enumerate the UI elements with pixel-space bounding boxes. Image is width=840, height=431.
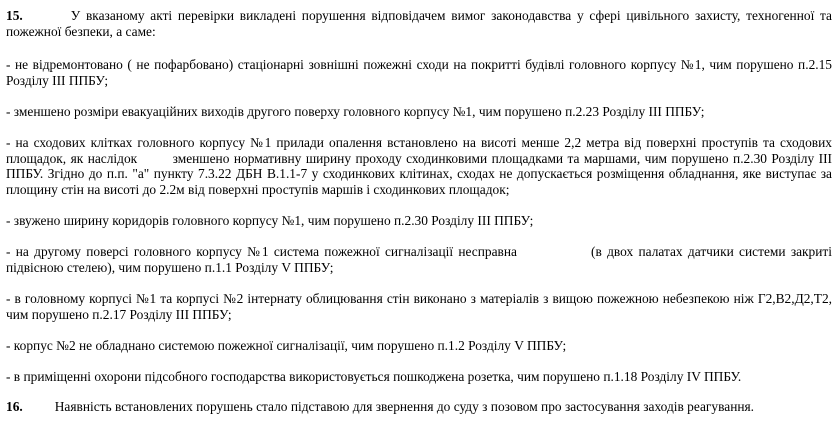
section-15-text: У вказаному акті перевірки викладені порушення відповідачем вимог законодавства у сфері цивільного захисту, техногенної та пожежної безпеки, а саме: [6, 8, 836, 39]
section-15-number: 15. [6, 8, 23, 23]
section-15-paragraph [6, 8, 836, 39]
violation-item: - на сходових клітках головного корпусу №1 прилади опалення встановлено на висоті менше 2,2 метра від поверхні проступів та сходових площадок, як наслідок зменшено нормативну ширину проходу сходинковими площадками та маршами, чим порушено п.2.30 Розділу ІІІ ППБУ. Згідно до п.п. "а" пункту 7.3.22 ДБН В.1.1-7 у сходинкових клітинах, сходах не допускається розміщення обладнання, яке виступає за площину стін на висоті до 2.2м від поверхні проступів маршів і сходинкових площадок; [6, 135, 836, 197]
section-16-text: Наявність встановлених порушень стало підставою для звернення до суду з позовом про застосування заходів реагування. [54, 399, 755, 414]
violation-item: - звужено ширину коридорів головного корпусу №1, чим порушено п.2.30 Розділу ІІІ ППБУ; [6, 213, 534, 228]
violation-item: - не відремонтовано ( не пофарбовано) стаціонарні зовнішні пожежні сходи на покритті будівлі головного корпусу №1, чим порушено п.2.15 Розділу ІІІ ППБУ; [6, 57, 836, 88]
violation-item: - в головному корпусі №1 та корпусі №2 інтернату облицювання стін виконано з матеріалів з вищою пожежною небезпекою ніж Г2,В2,Д2,Т2, чим порушено п.2.17 Розділу ІІІ ППБУ; [6, 291, 836, 322]
violation-item: - зменшено розміри евакуаційних виходів другого поверху головного корпусу №1, чим порушено п.2.23 Розділу ІІІ ППБУ; [6, 104, 705, 119]
violation-item: - на другому поверсі головного корпусу №1 система пожежної сигналізації несправна (в двох палатах датчики системи закриті підвісною стелею), чим порушено п.1.1 Розділу V ППБУ; [6, 244, 836, 275]
violation-item: - в приміщенні охорони підсобного господарства використовується пошкоджена розетка, чим порушено п.1.18 Розділу IV ППБУ. [6, 369, 742, 384]
section-16-paragraph [6, 399, 832, 415]
violation-item: - корпус №2 не обладнано системою пожежної сигналізації, чим порушено п.1.2 Розділу V ППБУ; [6, 338, 567, 353]
section-16-number: 16. [6, 399, 23, 414]
